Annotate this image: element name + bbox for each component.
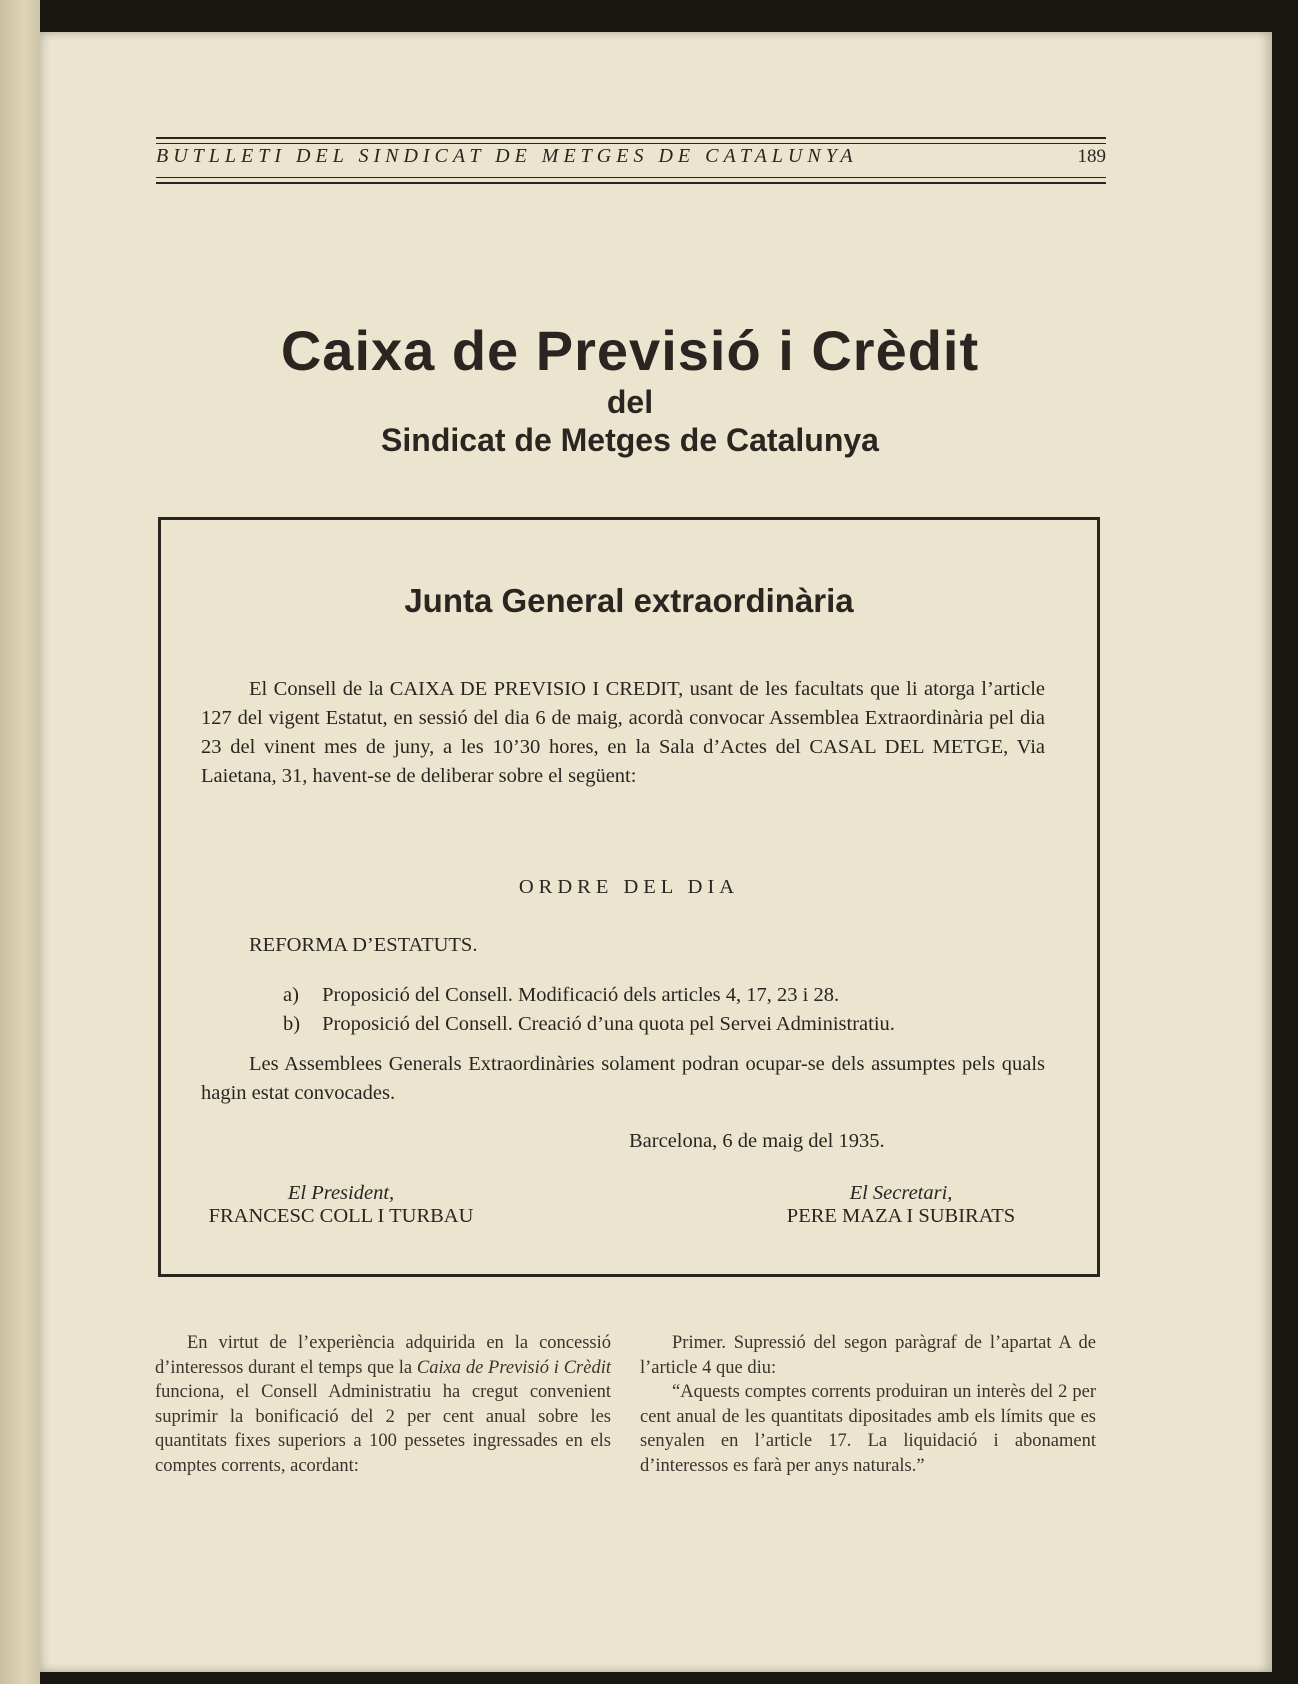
right-column xyxy=(640,1331,1096,1478)
signature-role: El Secretari, xyxy=(849,1182,953,1204)
signature-name: FRANCESC COLL I TURBAU xyxy=(208,1205,474,1227)
right-column-paragraph-2: “Aquests comptes corrents produiran un interès del 2 per cent anual de les quantitats dipositades amb els límits que es senyalen en l’article 17. La liquidació i abonament d’interessos es farà per anys naturals.” xyxy=(640,1382,1096,1476)
signature-role: El President, xyxy=(287,1182,395,1204)
header-rule-bottom xyxy=(156,182,1106,184)
notice-paragraph-2: Les Assemblees Generals Extraordinàries solament podran ocupar-se dels assumptes pels quals hagin estat convocades. xyxy=(201,1053,1045,1104)
agenda-item-label: a) xyxy=(283,984,299,1006)
subtitle-del: del xyxy=(606,384,654,420)
left-text-b: funciona, el Consell Administratiu ha cregut convenient suprimir la bonificació del 2 per cent anual sobre les quantitats fixes superiors a 100 pessetes ingressades en els comptes corrents, acordant: xyxy=(155,1382,611,1476)
ordre-del-dia: ORDRE DEL DIA xyxy=(518,876,740,898)
notice-heading: Junta General extraordinària xyxy=(404,582,854,619)
agenda-item-text: Proposició del Consell. Creació d’una quota pel Servei Administratiu. xyxy=(322,1013,895,1035)
main-title: Caixa de Previsió i Crèdit xyxy=(280,319,980,382)
header-rule-top xyxy=(156,137,1106,139)
right-column-paragraph-1: Primer. Supressió del segon paràgraf de l’apartat A de l’article 4 que diu: xyxy=(640,1333,1096,1378)
running-title: BUTLLETI DEL SINDICAT DE METGES DE CATALUNYA xyxy=(156,145,858,167)
signature-president xyxy=(191,1182,491,1228)
header-rule-bottom-thin xyxy=(156,177,1106,178)
agenda-item-label: b) xyxy=(283,1013,301,1035)
left-page-edge xyxy=(0,0,40,1684)
page-number: 189 xyxy=(1077,146,1106,167)
agenda-item-a xyxy=(283,984,839,1007)
header-text-row xyxy=(156,145,1106,168)
agenda-item-text: Proposició del Consell. Modificació dels articles 4, 17, 23 i 28. xyxy=(322,984,840,1006)
left-text-a: En virtut de l’experiència adquirida en la concessió d’interessos durant el temps que la xyxy=(155,1333,611,1378)
left-column-paragraph xyxy=(155,1331,611,1478)
subtitle-sindicat: Sindicat de Metges de Catalunya xyxy=(381,422,879,458)
signature-secretari xyxy=(751,1182,1051,1228)
left-text-italic: Caixa de Previsió i Crèdit xyxy=(416,1357,611,1378)
signature-name: PERE MAZA I SUBIRATS xyxy=(786,1205,1016,1227)
notice-paragraph-1: El Consell de la CAIXA DE PREVISIO I CREDIT, usant de les facultats que li atorga l’article 127 del vigent Estatut, en sessió del dia 6 de maig, acordà convocar Assemblea Extraordinària pel dia 23 del vinent mes de juny, a les 10’30 hores, en la Sala d’Actes del CASAL DEL METGE, Via Laietana, 31, havent-se de deliberar sobre el següent: xyxy=(201,678,1045,787)
running-header xyxy=(156,137,1106,189)
notice-box xyxy=(158,517,1100,1277)
place-date: Barcelona, 6 de maig del 1935. xyxy=(629,1130,885,1152)
left-column xyxy=(155,1331,611,1478)
header-rule-top-thin xyxy=(156,143,1106,144)
reforma-estatuts: REFORMA D’ESTATUTS. xyxy=(249,934,478,956)
agenda-item-b xyxy=(283,1013,895,1036)
